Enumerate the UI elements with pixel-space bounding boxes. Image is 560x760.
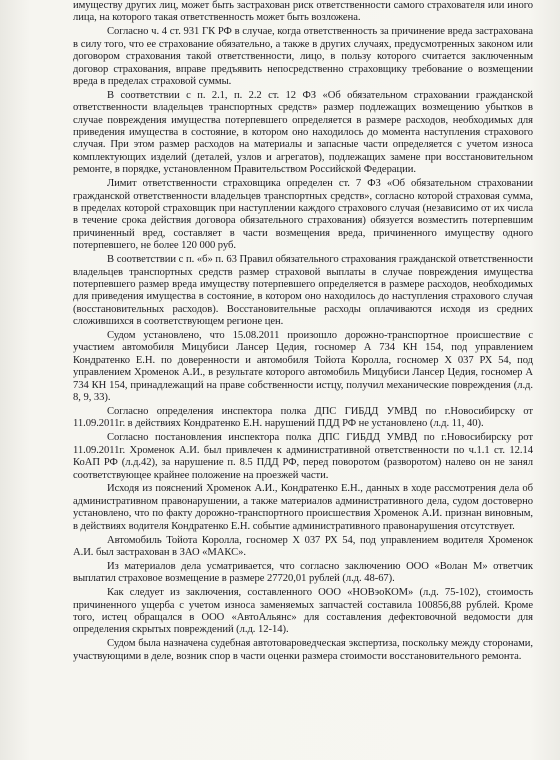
paragraph-5: В соответствии с п. «б» п. 63 Правил обязательного страхования гражданской ответственности владельцев транспортных средств размер страховой выплаты в случае повреждения имущества потерпевшего размер вреда имуществу потерпевшего определяется в размере расходов, необходимых для приведения имущества в состояние, в котором оно находилось до наступления страхового случая (восстановительных расходов). Восстановительные расходы оплачиваются исходя из средних сложившихся в соответствующем регионе цен. — [73, 254, 533, 328]
paragraph-1: имуществу других лиц, может быть застрахован риск ответственности самого страхователя или иного лица, на которого такая ответственность может быть возложена. — [73, 0, 533, 24]
paragraph-6: Судом установлено, что 15.08.2011 произошло дорожно-транспортное происшествие с участием автомобиля Мицубиси Лансер Цедия, госномер А 734 КН 154, под управлением Кондратенко Е.Н. по доверенности и автомобиля Тойота Королла, госномер Х 037 РХ 54, под управлением Хроменок А.И., в результате которого автомобиль Мицубиси Лансер Цедия, госномер А 734 КН 154, принадлежащий на праве собственности истцу, получил механические повреждения (л.д. 8, 9, 33). — [73, 330, 533, 404]
paragraph-4: Лимит ответственности страховщика определен ст. 7 ФЗ «Об обязательном страховании гражданской ответственности владельцев транспортных средств», согласно которой страховая сумма, в пределах которой страховщик при наступлении каждого страхового случая (независимо от их числа в течение срока действия договора обязательного страхования) обязуется возместить потерпевшим причиненный вред, составляет в части возмещения вреда, причиненного имуществу одного потерпевшего, не более 120 000 руб. — [73, 178, 533, 252]
paragraph-10: Автомобиль Тойота Королла, госномер Х 037 РХ 54, под управлением водителя Хроменок А.И. был застрахован в ЗАО «МАКС». — [73, 534, 533, 558]
paragraph-11: Из материалов дела усматривается, что согласно заключению ООО «Волан М» ответчик выплатил страховое возмещение в размере 27720,01 рублей (л.д. 48-67). — [73, 560, 533, 585]
paragraph-3: В соответствии с п. 2.1, п. 2.2 ст. 12 ФЗ «Об обязательном страховании гражданской ответственности владельцев транспортных средств» размер подлежащих возмещению убытков в случае повреждения имущества потерпевшего определяется в размере расходов, необходимых для приведения имущества в состояние, в котором оно находилось до момента наступления страхового случая. При этом размер расходов на материалы и запасные части определяется с учетом износа комплектующих изделий (деталей, узлов и агрегатов), подлежащих замене при восстановительном ремонте, в порядке, установленном Правительством Российской Федерации. — [73, 89, 533, 176]
paragraph-8: Согласно постановления инспектора полка ДПС ГИБДД УМВД по г.Новосибирску рот 11.09.2011г. Хроменок А.И. был привлечен к административной ответственности по ч.1.1 ст. 12.14 КоАП РФ (л.д.42), за нарушение п. 8.5 ПДД РФ, перед поворотом (разворотом) налево он не занял соответствующее крайнее положение на проезжей части. — [73, 432, 533, 481]
paragraph-7: Согласно определения инспектора полка ДПС ГИБДД УМВД по г.Новосибирску от 11.09.2011г. в действиях Кондратенко Е.Н. нарушений ПДД РФ не установлено (л.д. 11, 40). — [73, 406, 533, 430]
paragraph-13: Судом была назначена судебная автотовароведческая экспертиза, поскольку между сторонами, участвующими в деле, возник спор в части оценки размера стоимости восстановительного ремонта. — [73, 638, 533, 662]
document-text — [73, 0, 533, 665]
paragraph-12: Как следует из заключения, составленного ООО «НОВэоКОМ» (л.д. 75-102), стоимость причиненного ущерба с учетом износа заменяемых запчастей составила 100856,88 рублей. Кроме того, истец обращался в ООО «АвтоАльянс» для составления дефектовочной ведомости для определения скрытых повреждений (л.д. 12-14). — [73, 587, 533, 636]
paragraph-9: Исходя из пояснений Хроменок А.И., Кондратенко Е.Н., данных в ходе рассмотрения дела об административном правонарушении, а также материалов административного дела, судом достоверно установлено, что по факту дорожно-транспортного происшествия Хроменок А.И. признан виновным, в действиях водителя Кондратенко Е.Н. событие административного правонарушения отсутствует. — [73, 483, 533, 532]
paragraph-2: Согласно ч. 4 ст. 931 ГК РФ в случае, когда ответственность за причинение вреда застрахована в силу того, что ее страхование обязательно, а также в других случаях, предусмотренных законом или договором страхования такой ответственности, лицо, в пользу которого считается заключенным договор страхования, вправе предъявить непосредственно страховщику требование о возмещении вреда в пределах страховой суммы. — [73, 26, 533, 87]
